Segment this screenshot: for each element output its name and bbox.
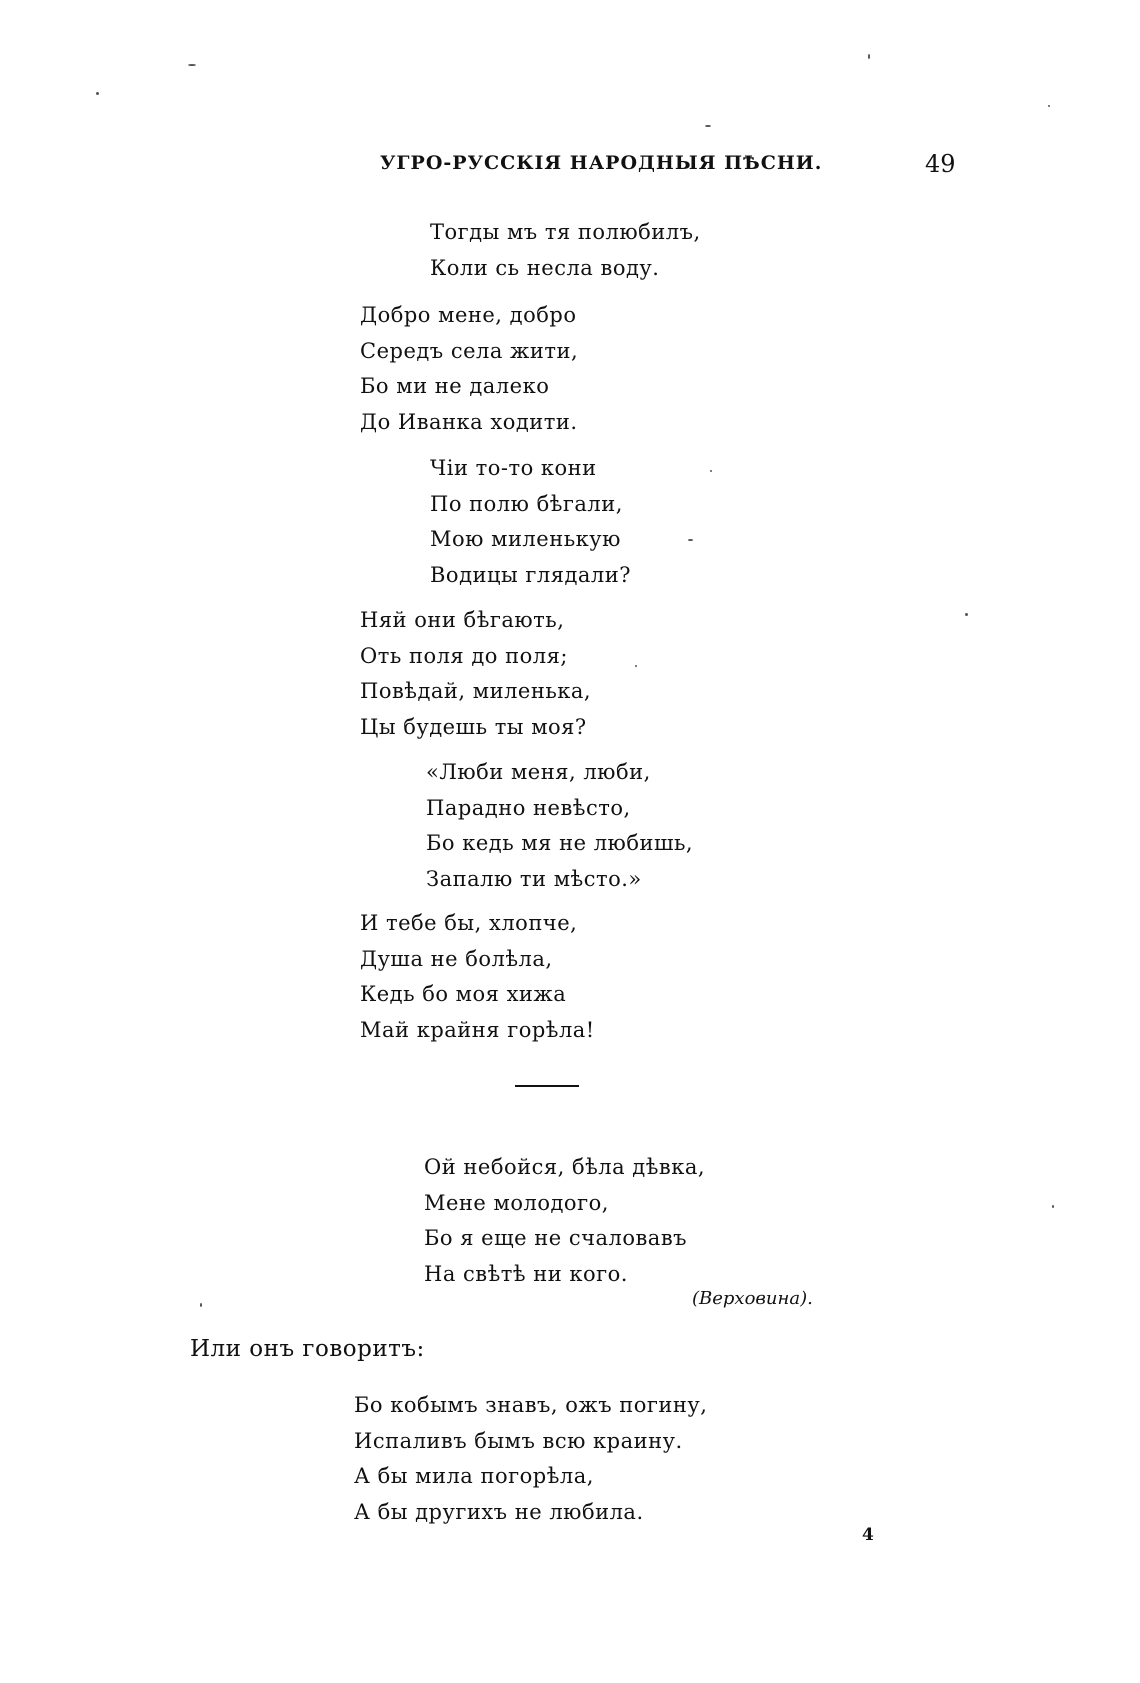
verse-line: Добро мене, добро	[360, 303, 577, 327]
verse-line: Душа не болѣла,	[360, 946, 553, 971]
scan-speck	[710, 470, 712, 472]
verse-line: Бо кобымъ знавъ, ожъ погину,	[354, 1393, 708, 1417]
song1-stanza-5	[426, 755, 693, 897]
verse-line: На свѣтѣ ни кого.	[424, 1261, 628, 1286]
verse-line: Оть поля до поля;	[360, 643, 568, 668]
verse-line: Кедь бо моя хижа	[360, 982, 567, 1006]
verse-line: Мою миленькую	[430, 527, 621, 551]
verse-line: А бы другихъ не любила.	[354, 1499, 644, 1524]
verse-line: Испаливъ бымъ всю краину.	[354, 1428, 683, 1453]
verse-line: Няй они бѣгають,	[360, 608, 565, 632]
verse-line: Чiи то-то кони	[430, 456, 597, 480]
verse-line: Цы будешь ты моя?	[360, 714, 587, 739]
song1-stanza-2	[360, 298, 578, 440]
scan-speck	[1052, 1205, 1054, 1208]
signature-mark: 4	[862, 1525, 874, 1545]
song3-stanza-1	[354, 1388, 707, 1530]
scan-speck	[868, 54, 870, 59]
verse-line: Бо кедь мя не любишь,	[426, 831, 694, 855]
verse-line: И тебе бы, хлопче,	[360, 911, 578, 935]
verse-line: Бо ми не далеко	[360, 374, 550, 398]
verse-line: Тогды мъ тя полюбилъ,	[430, 220, 701, 244]
section-divider	[515, 1085, 579, 1087]
scan-speck	[688, 539, 693, 541]
verse-line: Водицы глядали?	[430, 562, 632, 587]
verse-line: Ой небойся, бѣла дѣвка,	[424, 1155, 706, 1179]
verse-line: Май крайня горѣла!	[360, 1017, 595, 1042]
verse-line: Коли сь несла воду.	[430, 255, 660, 280]
verse-line: «Люби меня, люби,	[426, 760, 651, 784]
scan-speck	[96, 92, 99, 95]
song1-stanza-3	[430, 451, 631, 593]
verse-line: До Иванка ходити.	[360, 409, 578, 434]
scan-speck	[1048, 105, 1050, 107]
song1-stanza-1	[430, 215, 701, 286]
scan-speck	[635, 665, 637, 667]
verse-line: По полю бѣгали,	[430, 491, 623, 516]
scan-speck	[705, 125, 711, 127]
verse-line: А бы мила погорѣла,	[354, 1464, 594, 1488]
running-title: УГРО-РУССКІЯ НАРОДНЫЯ ПѢСНИ.	[380, 152, 823, 174]
page-number: 49	[925, 150, 956, 178]
verse-line: Повѣдай, миленька,	[360, 679, 592, 703]
prose-intro: Или онъ говоритъ:	[190, 1336, 425, 1362]
scan-speck	[188, 64, 196, 66]
scan-speck	[200, 1303, 202, 1307]
scan-speck	[965, 613, 968, 616]
song1-stanza-6	[360, 906, 595, 1048]
song2-stanza-1	[424, 1150, 705, 1292]
verse-line: Середъ села жити,	[360, 338, 579, 363]
verse-line: Запалю ти мѣсто.»	[426, 866, 642, 891]
song-attribution: (Верховина).	[692, 1288, 813, 1309]
verse-line: Парадно невѣсто,	[426, 795, 631, 820]
verse-line: Мене молодого,	[424, 1190, 609, 1215]
song1-stanza-4	[360, 603, 591, 745]
verse-line: Бо я еще не счаловавъ	[424, 1226, 688, 1250]
